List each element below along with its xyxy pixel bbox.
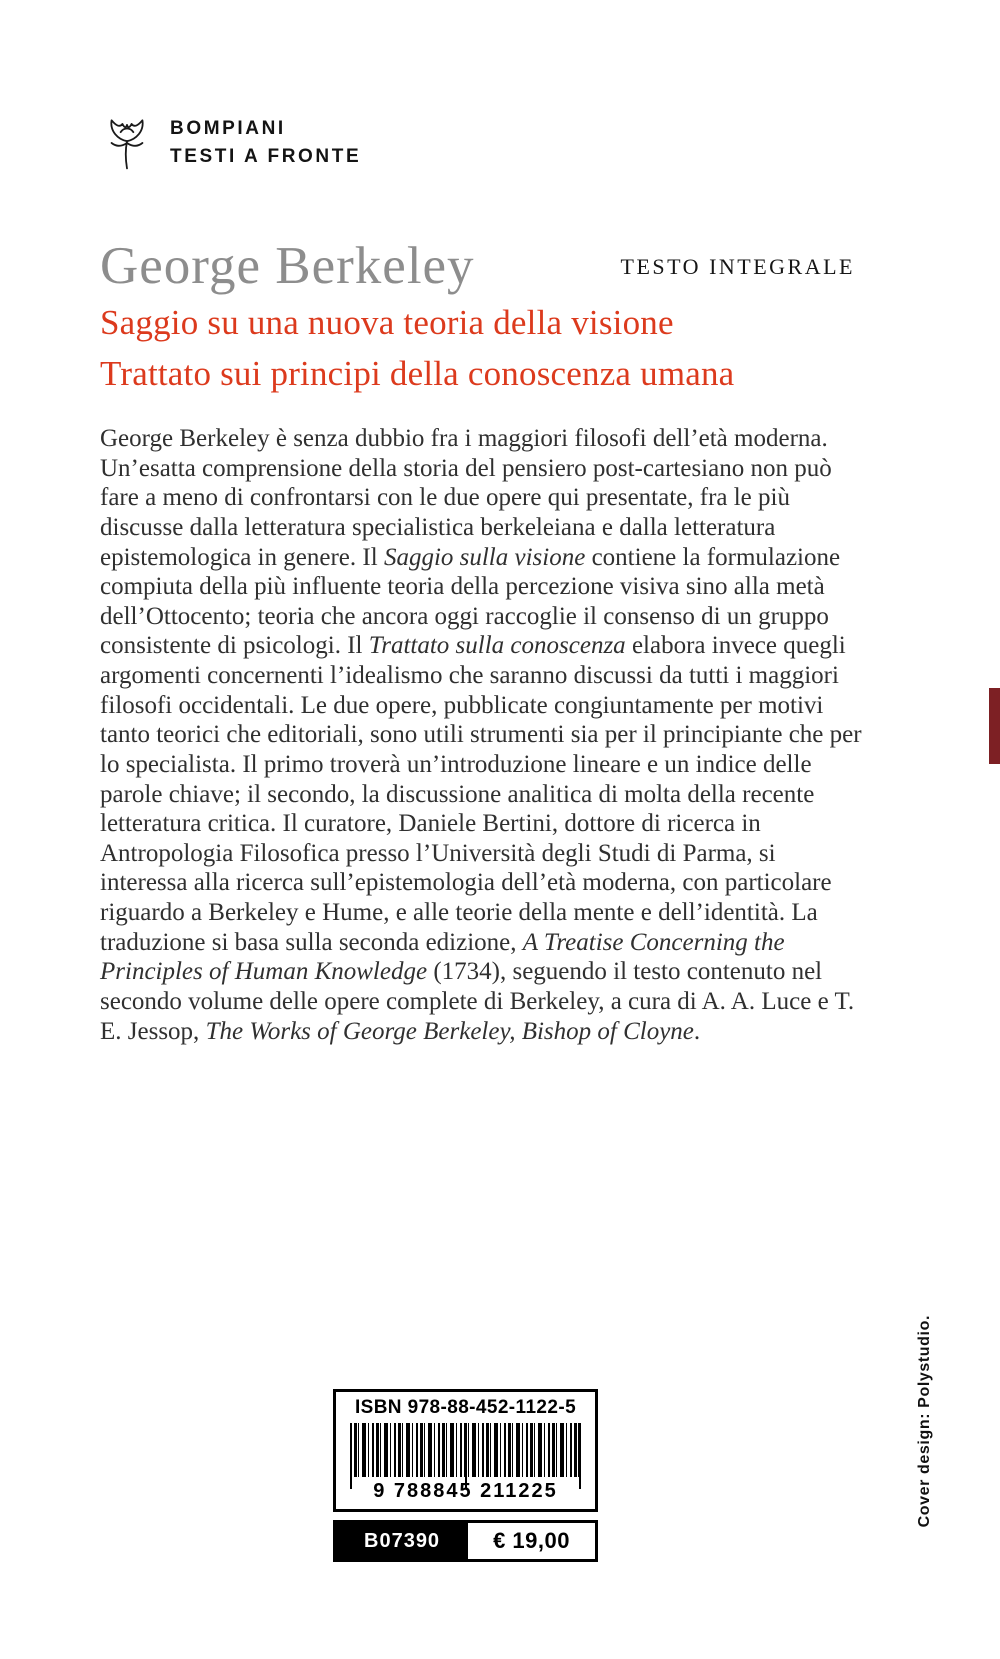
- price-bar: [333, 1520, 598, 1562]
- barcode: [350, 1423, 581, 1477]
- author-name: George Berkeley: [100, 237, 475, 295]
- price: € 19,00: [493, 1528, 570, 1553]
- spine-red-mark: [989, 688, 1000, 764]
- bompiani-flower-icon: [98, 112, 156, 174]
- back-cover-blurb: George Berkeley è senza dubbio fra i maggiori filosofi dell’età moderna. Un’esatta comprensione della storia del pensiero post-cartesiano non può fare a meno di confrontarsi con le due opere qui presentate, fra le più discusse dalla letteratura specialistica berkeleiana e dalla letteratura epistemologica in genere. Il Saggio sulla visione contiene la formulazione compiuta della più influente teoria della percezione visiva sino alla metà dell’Ottocento; teoria che ancora oggi raccoglie il consenso di un gruppo consistente di psicologi. Il Trattato sulla conoscenza elabora invece quegli argomenti concernenti l’idealismo che saranno discussi da tutti i maggiori filosofi occidentali. Le due opere, pubblicate congiuntamente per motivi tanto teorici che editoriali, sono utili strumenti sia per il principiante che per lo specialista. Il primo troverà un’introduzione lineare e un indice delle parole chiave; il secondo, la discussione analitica di molta della recente letteratura critica. Il curatore, Daniele Bertini, dottore di ricerca in Antropologia Filosofica presso l’Università degli Studi di Parma, si interessa alla ricerca sull’epistemologia dell’età moderna, con particolare riguardo a Berkeley e Hume, e alle teorie della mente e dell’identità. La traduzione si basa sulla seconda edizione, A Treatise Concerning the Principles of Human Knowledge (1734), seguendo il testo contenuto nel secondo volume delle opere complete di Berkeley, a cura di A. A. Luce e T. E. Jessop, The Works of George Berkeley, Bishop of Cloyne.: [100, 425, 862, 1045]
- product-code: B07390: [336, 1523, 468, 1559]
- barcode-digits: 9 788845 211225: [373, 1480, 558, 1502]
- book-title-line1: Saggio su una nuova teoria della visione: [100, 303, 674, 342]
- edition-note: TESTO INTEGRALE: [620, 254, 855, 279]
- publisher-name: BOMPIANI: [170, 118, 286, 140]
- isbn-label: ISBN 978-88-452-1122-5: [354, 1397, 577, 1418]
- publisher-brand: [98, 112, 361, 174]
- cover-design-credit: Cover design: Polystudio.: [916, 1314, 933, 1527]
- isbn-block: [333, 1389, 598, 1512]
- book-title-line2: Trattato sui principi della conoscenza umana: [100, 354, 735, 393]
- series-name: TESTI A FRONTE: [170, 146, 362, 167]
- publisher-wordmark: [170, 115, 361, 170]
